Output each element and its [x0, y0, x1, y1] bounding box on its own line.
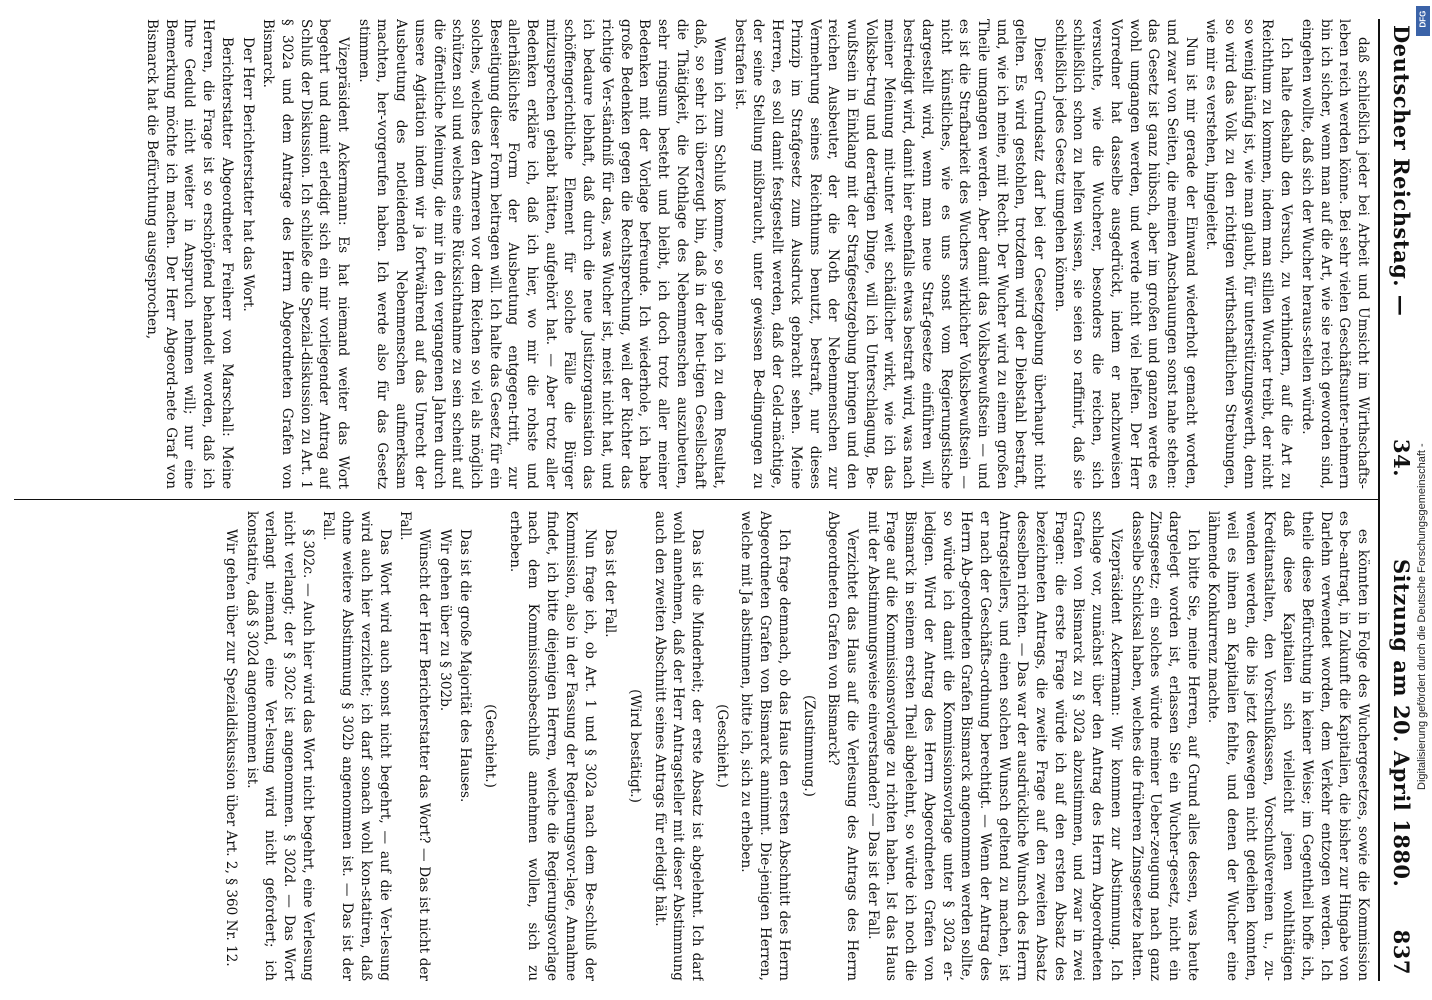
paragraph: Ich frage demnach, ob das Haus den ersten Abschnitt des Herrn Abgeordneten Grafen von Bismarck annimmt. Die-jenigen Herren, welche mit Ja abstimmen, bitte ich, sich zu erheben.: [738, 511, 792, 981]
header-session-date: Sitzung am 20. April 1880.: [1389, 559, 1414, 888]
paragraph: Wenn ich zum Schluß komme, so gelange ich zu dem Resultat, daß, so sehr ich überzeugt bin, daß in der heu-tigen Gesellschaft die Thätigkeit, die Nothlage des Nebenmenschen auszubeuten, sehr ringsum besteht und bleibt, ich doch trotz aller meiner Bedenken mit der Vorlage befreunde. Ich wiederhole, ich habe große Bedenken gegen die Rechtsprechung, weil der Richter das richtige Ver-ständniß für das, was Wucher ist, meist nicht hat, und ich bedaure lebhaft, daß durch die neue Justizorganisation das schöffengerichtliche Element für solche Fälle die Bürger mitzusprechen gehabt hätten, aufgehört hat. — Aber trotz aller Bedenken erkläre ich, daß ich hier, wo mir die rohste und allerhäßlichste Form der Ausbeutung entgegen-tritt, zur Beseitigung dieser Form beitragen will. Ich halte das Gesetz für ein solches, welches den Armeren vor dem Reichen so viel als möglich schützen soll und welches eine Rücksichtnahme zu sein scheint auf die öffentliche Meinung, die mir in den vergangenen Jahren durch unsere Agitation indem wir ja fortwährend auf das Unrecht der Ausbeutung des notleidenden Nebenmenschen aufmerksam machten, her-vorgerufen haben. Ich werde also für das Gesetz stimmen.: [355, 19, 728, 489]
paragraph: Ich halte deshalb den Versuch, zu verhindern, auf die Art zu Reichthum zu kommen, indem man stillen Wucher treibt, der nicht so wenig häufig ist, wie man glaubt, für unterstützungswerth, denn so wird das Volk zu den richtigen wirthschaftlichen Strebungen, wie mir es verstehen, hingeleitet.: [1203, 19, 1295, 489]
dfg-logo: [1416, 6, 1430, 36]
paragraph: Dieser Grundsatz darf bei der Gesetzgebung überhaupt nicht gelten. Es wird gestohlen, trotzdem wird der Diebstahl bestraft, und, wie ich meine, mit Recht. Der Wucher wird zu einem großen Theile umgangen werden. Aber damit das Volksbewußtsein — und es ist die Strafbarkeit des Wuchers wirklicher Volksbewußtsein — nicht künstliches, wie es uns sonst vom Regierungstische dargestellt wird, wenn man neue Straf-gesetze einführen will, bestriedigt wird, damit hier ebenfalls etwas bestraft wird, was nach meiner Meinung mit-unter weit schädlicher wirkt, wie ich das Volksbe-trug und derartigen Dinge, will ich Unterschlagung, Be-wußtsein in Einklang mit der Strafgesetzgebung bringen und den reichen Ausbeuter, der die Noth der Nebenmenschen zur Vermehrung seines Reichthums benutzt, bestraft, nur dieses Prinzip im Strafgesetz zum Ausdruck gebracht sehen. Meine Herren, es soll damit festgestellt werden, daß der Geld-mächtige, der seine Stellung mißbraucht, unter gewissen Be-dingungen zu bestrafen ist.: [731, 19, 1048, 489]
paragraph: § 302c. — Auch hier wird das Wort nicht begehrt, eine Verlesung nicht verlangt; der § 302c ist angenommen. § 302d. — Das Wort verlangt niemand, eine Ver-lesung wird nicht gefordert; ich konstatire, daß § 302d angenommen ist.: [243, 511, 316, 981]
paragraph: es könnten in Folge des Wuchergesetzes, sowie die Kommission es be-antragt, in Zukunft die Kapitalien, die bisher zur Hingabe von Darlehn verwendet worden, dem Verkehr entzogen werden. Ich theile diese Befürchtung in keiner Weise; im Gegentheil hoffe ich, daß diese Kapitalien sich vielleicht jenen wohlthätigen Kreditanstalten, den Vorschußkassen, Vorschußvereinen u., zu-wenden werden, die bis jetzt deswegen nicht gedeihen konnten, weil es ihnen an Kapitalien fehlte, und denen der Wucher eine lähmende Konkurrenz machte.: [1205, 511, 1371, 981]
paragraph: Nun frage ich, ob Art. 1 und § 302a nach dem Be-schluß der Kommission, also in der Fassung der Regierungsvor-lage, Annahme findet, ich bitte diejenigen Herren, welche die Regierungsvorlage nach dem Kommissionsbeschluß annehmen wollen, sich zu erheben.: [506, 511, 598, 981]
stage-direction: (Geschieht.): [482, 704, 499, 788]
paragraph: Ich bitte Sie, meine Herren, auf Grund alles dessen, was heute dargelegt worden ist, erlassen Sie ein Wucher-gesetz, nicht ein Zinsgesetz; ein solches würde meiner Ueber-zeugung nach ganz dasselbe Schicksal haben, welches die früheren Zinsgesetze hatten.: [1128, 511, 1201, 981]
paragraph: Das ist die Minderheit; der erste Absatz ist abgelehnt. Ich darf wohl annehmen, daß der Herr Antragsteller mit dieser Abstimmung auch den zweiten Abschnitt seines Antrags für erledigt hält.: [651, 511, 706, 981]
paragraph: Das ist der Fall.: [602, 529, 619, 638]
column-divider: [14, 499, 1378, 500]
paragraph: Verzichtet das Haus auf die Verlesung des Antrags des Herrn Abgeordneten Grafen von Bismarck?: [825, 511, 861, 981]
stage-direction: (Geschieht.): [713, 704, 730, 788]
stage-direction: (Zustimmung.): [800, 695, 817, 797]
header-title: Deutscher Reichstag. —: [1389, 25, 1414, 317]
paragraph: Nun ist mir gerade der Einwand wiederholt gemacht worden, und zwar von Seiten, die meinen Anschauungen sonst nahe stehen: das Gesetz ist ganz hübsch, aber im großen und ganzen werde es wohl umgangen werden, und werde nicht viel helfen. Der Herr Vorredner hat dasselbe ausgedrückt, indem er nachzuweisen versuchte, wie die Wucherer, besonders die reichen, sich schließlich schon zu helfen wissen, sie seien so raffinirt, daß sie schließlich jedes Gesetz umgehen können.: [1051, 19, 1199, 489]
paragraph: Wir gehen über zur Spezialdiskussion über Art. 2, § 360 Nr. 12.: [222, 529, 239, 967]
paragraph: Der Herr Berichterstatter hat das Wort.: [239, 37, 256, 312]
digitization-credit: [1414, 20, 1432, 790]
paragraph: Berichterstatter Abgeordneter Freiherr von Marschall: Meine Herren, die Frage ist so erschöpfend behandelt worden, daß ich Ihre Geduld nicht weiter in Anspruch nehmen will; nur eine Bemerkung möchte ich machen. Der Herr Abgeord-nete Graf von Bismarck hat die Befürchtung ausgesprochen,: [144, 19, 235, 489]
credit-text: Digitalisierung gefördert durch die Deutsche Forschungsgemeinschaft -: [1416, 443, 1428, 790]
paragraph: Vizepräsident Ackermann: Wir kommen zur Abstimmung. Ich schlage vor, zunächst über den Antrag des Herrn Abgeordneten Grafen von Bismarck zu § 302a abzustimmen, und zwar in zwei Fragen: die erste Frage würde ich auf den ersten Absatz des bezeichneten Antrags, die zweite Frage auf den zweiten Absatz desselben richten. — Das war der ausdrückliche Wunsch des Herrn Antragstellers, und einen solchen Wunsch geltend zu machen, ist er nach der Geschäfts-ordnung berechtigt. — Wenn der Antrag des Herrn Ab-geordneten Grafen Bismarck angenommen werden sollte, so würde ich damit die Kommissionsvorlage unter § 302a er-ledigen. Wird der Antrag des Herrn Abgeordneten Grafen von Bismarck in seinem ersten Theil abgelehnt, so würde ich noch die Frage auf die Kommissionsvorlage zu richten haben. Ist das Haus mit der Abstimmungsweise einverstanden? — Das ist der Fall.: [864, 511, 1124, 981]
stage-direction: (Wird bestätigt.): [626, 689, 643, 803]
paragraph: Das ist die große Majorität des Hauses.: [457, 529, 474, 803]
document-page: [6, 5, 1426, 995]
paragraph: daß schließlich jeder bei Arbeit und Umsicht im Wirthschafts-leben reich werden könne. Bei sehr vielen Geschäftsunter-nehmern bin ich sicher, wenn man auf die Art, wie sie reich geworden sind, eingehen wollte, daß sich der Wucher heraus-stellen würde.: [1298, 19, 1371, 489]
paragraph: Wünscht der Herr Berichterstatter das Wort? — Das ist nicht der Fall.: [397, 511, 432, 981]
left-text-column: [12, 19, 1372, 489]
paragraph: Das Wort wird auch sonst nicht begehrt, — auf die Ver-lesung wird auch hier verzichtet; ich darf sonach wohl kon-statiren, daß ohne weitere Abstimmung § 302b angenommen ist. — Das ist der Fall.: [320, 511, 393, 981]
paragraph: Vizepräsident Ackermann: Es hat niemand weiter das Wort begehrt und damit erledigt sich ein mir vorliegender Antrag auf Schluß der Diskussion. Ich schließe die Spezial-diskussion zu Art. 1 § 302a und dem Antrage des Herrn Abgeordneten Grafen von Bismarck.: [260, 19, 352, 489]
header-issue-number: 34.: [1389, 439, 1414, 478]
header-page-number: 837: [1389, 929, 1414, 975]
dfg-logo-text: DFG: [1418, 10, 1428, 28]
right-text-column: [12, 511, 1372, 981]
paragraph: Wir gehen über zu § 302b.: [436, 529, 453, 712]
